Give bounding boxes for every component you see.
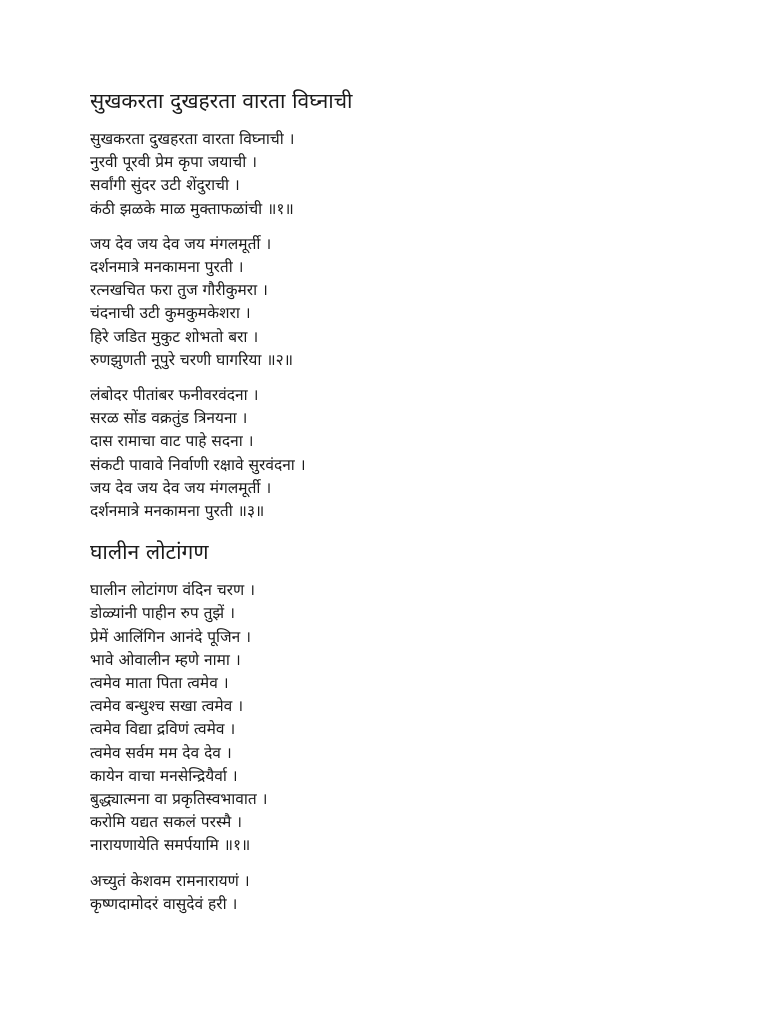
verse-line: नुरवी पूरवी प्रेम कृपा जयाची ।: [90, 153, 258, 172]
verse-line: रत्नखचित फरा तुज गौरीकुमरा ।: [90, 281, 268, 300]
verse-line: भावे ओवालीन म्हणे नामा ।: [90, 650, 241, 669]
verse-line: सरळ सोंड वक्रतुंड त्रिनयना ।: [90, 409, 248, 428]
stanza: [90, 233, 728, 372]
verse-line: जय देव जय देव जय मंगलमूर्ती ।: [90, 234, 272, 253]
verse-line: दास रामाचा वाट पाहे सदना ।: [90, 432, 254, 451]
verse-line: सुखकरता दुखहरता वारता विघ्नाची ।: [90, 130, 295, 148]
verse-line: प्रेमें आलिंगिन आनंदे पूजिन ।: [90, 627, 251, 646]
verse-line: चंदनाची उटी कुमकुमकेशरा ।: [90, 304, 251, 323]
verse-line: अच्युतं केशवम रामनारायणं ।: [90, 871, 250, 890]
stanza: [90, 128, 728, 221]
stanza: [90, 384, 728, 523]
verse-line: बुद्ध्यात्मना वा प्रकृतिस्वभावात ।: [90, 790, 268, 809]
verse-line: कायेन वाचा मनसेन्द्रियैर्वा ।: [90, 766, 238, 785]
verse-line: नारायणायेति समर्पयामि ॥१॥: [90, 836, 251, 855]
verse-line: जय देव जय देव जय मंगलमूर्ती ।: [90, 478, 272, 497]
verse-line: दर्शनमात्रे मनकामना पुरती ॥३॥: [90, 502, 265, 521]
verse-line: त्वमेव बन्धुश्च सखा त्वमेव ।: [90, 697, 244, 716]
verse-line: त्वमेव माता पिता त्वमेव ।: [90, 674, 229, 693]
verse-line: हिरे जडित मुकुट शोभतो बरा ।: [90, 327, 259, 346]
verse-line: दर्शनमात्रे मनकामना पुरती ।: [90, 258, 244, 277]
verse-line: कृष्णदामोदरं वासुदेवं हरी ।: [90, 894, 238, 913]
stanza: [90, 870, 728, 916]
verse-line: लंबोदर पीतांबर फनीवरवंदना ।: [90, 386, 259, 405]
section-title: घालीन लोटांगण: [90, 540, 209, 565]
stanza: [90, 579, 728, 857]
verse-line: त्वमेव विद्या द्रविणं त्वमेव ।: [90, 720, 236, 739]
verse-line: कंठी झळके माळ मुक्ताफळांची ॥१॥: [90, 199, 294, 218]
verse-line: रुणझुणती नूपुरे चरणी घागरिया ॥२॥: [90, 350, 293, 369]
verse-line: डोळ्यांनी पाहीन रुप तुझें ।: [90, 604, 235, 623]
verse-line: सर्वांगी सुंदर उटी शेंदुराची ।: [90, 176, 240, 195]
verse-line: संकटी पावावे निर्वाणी रक्षावे सुरवंदना ।: [90, 455, 306, 474]
section-title: सुखकरता दुखहरता वारता विघ्नाची: [90, 89, 353, 113]
verse-line: करोमि यद्यत सकलं परस्मै ।: [90, 813, 243, 832]
verse-line: घालीन लोटांगण वंदिन चरण ।: [90, 581, 256, 600]
verse-line: त्वमेव सर्वम मम देव देव ।: [90, 743, 232, 762]
